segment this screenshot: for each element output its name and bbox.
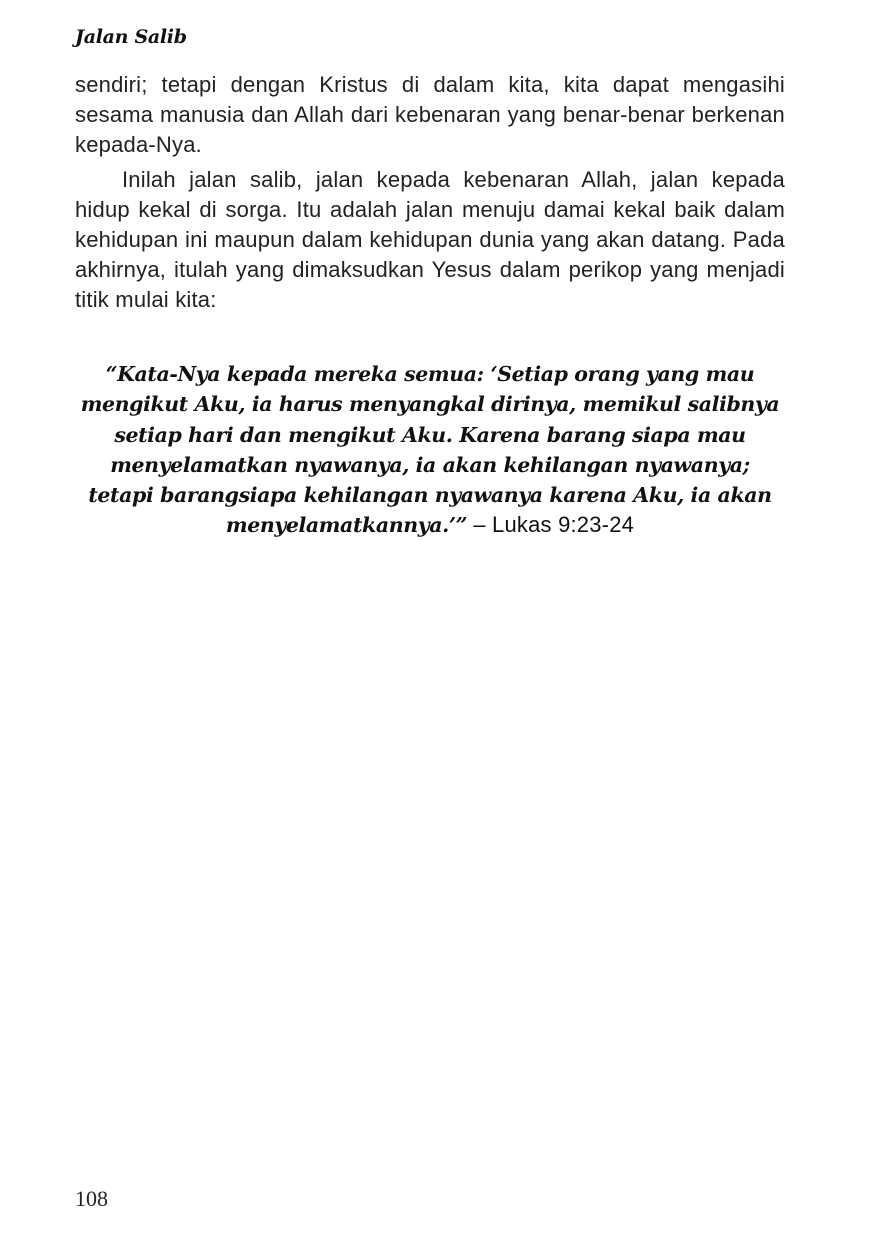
quote-reference: – Lukas 9:23-24: [466, 512, 635, 538]
quote-text: “Kata-Nya kepada mereka semua: ‘Setiap orang yang mau mengikut Aku, ia harus menyangkal dirinya, memikul salibnya setiap hari dan mengikut Aku. Karena barang siapa mau menyelamatkan nyawanya, ia akan kehilangan nyawanya; tetapi barangsiapa kehilangan nyawanya karena Aku, ia akan menyelamatkannya.’”: [80, 362, 780, 538]
running-head-title: Jalan Salib: [75, 26, 187, 48]
scripture-quote: [75, 359, 785, 541]
body-text: [75, 70, 785, 320]
paragraph-1: sendiri; tetapi dengan Kristus di dalam kita, kita dapat mengasihi sesama manusia dan Allah dari kebenaran yang benar-benar berkenan kepada-Nya.: [75, 72, 785, 157]
paragraph-2: Inilah jalan salib, jalan kepada kebenaran Allah, jalan kepada hidup kekal di sorga. Itu adalah jalan menuju damai kekal baik dalam kehidupan ini maupun dalam kehidupan dunia yang akan datang. Pada akhirnya, itulah yang dimaksudkan Yesus dalam perikop yang menjadi titik mulai kita:: [75, 167, 785, 312]
page-number: 108: [75, 1186, 108, 1211]
